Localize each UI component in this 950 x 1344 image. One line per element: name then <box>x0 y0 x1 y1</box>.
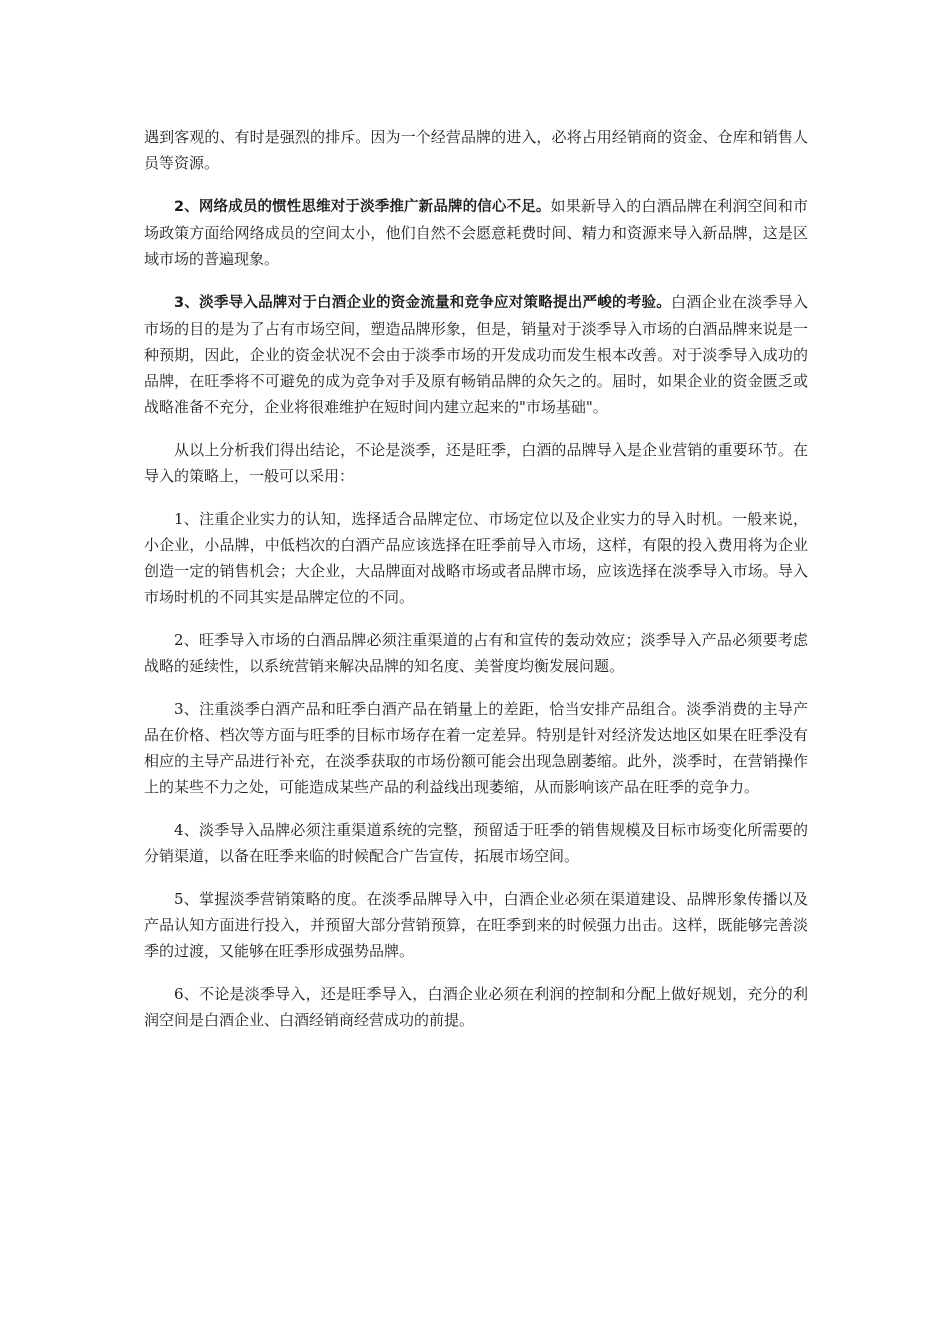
paragraph-strategy-1: 1、注重企业实力的认知，选择适合品牌定位、市场定位以及企业实力的导入时机。一般来说，小企业，小品牌，中低档次的白酒产品应该选择在旺季前导入市场，这样，有限的投入费用将为企业创造一定的销售机会；大企业，大品牌面对战略市场或者品牌市场，应该选择在淡季导入市场。导入市场时机的不同其实是品牌定位的不同。 <box>144 510 808 606</box>
point-2-heading: 2、网络成员的惯性思维对于淡季推广新品牌的信心不足。 <box>174 199 551 215</box>
point-2-text: 如果新导入的白酒品牌在利润空间和市场政策方面给网络成员的空间太小，他们自然不会愿意耗费时间、精力和资源来导入新品牌，这是区域市场的普遍现象。 <box>144 197 808 268</box>
document-body <box>144 124 808 1050</box>
paragraph-strategy-2: 2、旺季导入市场的白酒品牌必须注重渠道的占有和宣传的轰动效应；淡季导入产品必须要考虑战略的延续性，以系统营销来解决品牌的知名度、美誉度均衡发展问题。 <box>144 631 808 675</box>
paragraph-point-3 <box>144 289 808 420</box>
paragraph-point-2 <box>144 193 808 272</box>
paragraph-continuation: 遇到客观的、有时是强烈的排斥。因为一个经营品牌的进入，必将占用经销商的资金、仓库和销售人员等资源。 <box>144 128 808 172</box>
point-3-text: 白酒企业在淡季导入市场的目的是为了占有市场空间，塑造品牌形象，但是，销量对于淡季导入市场的白酒品牌来说是一种预期，因此，企业的资金状况不会由于淡季市场的开发成功而发生根本改善。对于淡季导入成功的品牌，在旺季将不可避免的成为竞争对手及原有畅销品牌的众矢之的。届时，如果企业的资金匮乏或战略准备不充分，企业将很难维护在短时间内建立起来的"市场基础"。 <box>144 293 808 416</box>
paragraph-strategy-4: 4、淡季导入品牌必须注重渠道系统的完整，预留适于旺季的销售规模及目标市场变化所需要的分销渠道，以备在旺季来临的时候配合广告宣传，拓展市场空间。 <box>144 821 808 865</box>
paragraph-strategy-5: 5、掌握淡季营销策略的度。在淡季品牌导入中，白酒企业必须在渠道建设、品牌形象传播以及产品认知方面进行投入，并预留大部分营销预算，在旺季到来的时候强力出击。这样，既能够完善淡季的过渡，又能够在旺季形成强势品牌。 <box>144 890 808 960</box>
point-3-heading: 3、淡季导入品牌对于白酒企业的资金流量和竞争应对策略提出严峻的考验。 <box>174 295 671 311</box>
paragraph-strategy-3: 3、注重淡季白酒产品和旺季白酒产品在销量上的差距，恰当安排产品组合。淡季消费的主导产品在价格、档次等方面与旺季的目标市场存在着一定差异。特别是针对经济发达地区如果在旺季没有相应的主导产品进行补充，在淡季获取的市场份额可能会出现急剧萎缩。此外，淡季时，在营销操作上的某些不力之处，可能造成某些产品的利益线出现萎缩，从而影响该产品在旺季的竞争力。 <box>144 700 808 796</box>
paragraph-strategy-6: 6、不论是淡季导入，还是旺季导入，白酒企业必须在利润的控制和分配上做好规划，充分的利润空间是白酒企业、白酒经销商经营成功的前提。 <box>144 985 808 1029</box>
paragraph-conclusion: 从以上分析我们得出结论，不论是淡季，还是旺季，白酒的品牌导入是企业营销的重要环节。在导入的策略上，一般可以采用： <box>144 441 808 485</box>
